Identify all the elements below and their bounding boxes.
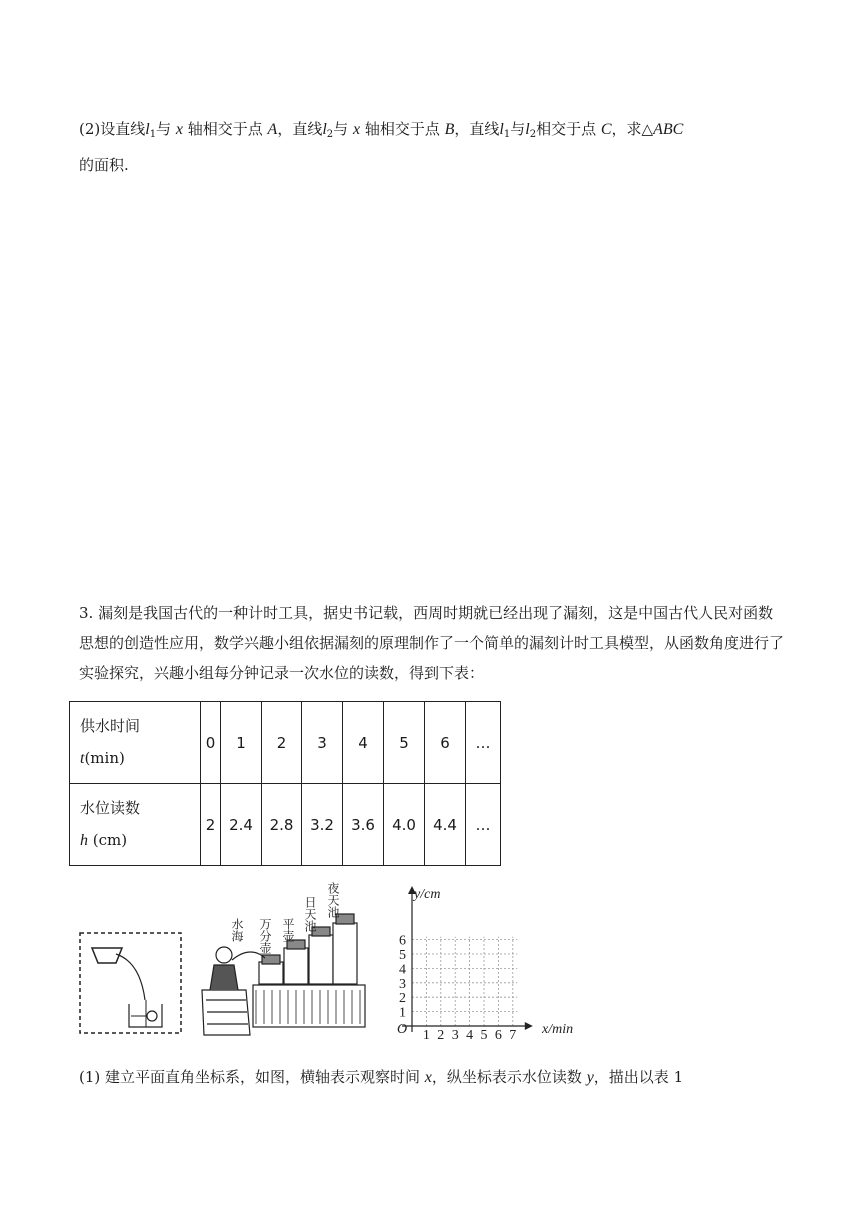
x-tick-label: 7 <box>509 1028 517 1043</box>
water-level-table <box>69 701 501 866</box>
question-3-part-1-text: (1) 建立平面直角坐标系，如图，横轴表示观察时间 x，纵坐标表示水位读数 y，描出以表 1 <box>79 1068 684 1086</box>
question-2-text: (2)设直线$l_1$与 x 轴相交于点 A，直线$l_2$与 x 轴相交于点 B，直线$l_1$与$l_2$相交于点 C，求△ABC 的面积. <box>79 120 684 174</box>
x-tick-label: 2 <box>437 1028 445 1043</box>
table-cell: 2.4 <box>221 784 262 866</box>
table-cell: 2.8 <box>262 784 302 866</box>
label-ritianchi: 日天池 <box>303 896 317 932</box>
table-cell: 4 <box>343 702 384 784</box>
label-wanfenhu: 万分壶 <box>258 918 272 954</box>
table-cell: 2 <box>262 702 302 784</box>
table-cell: 3.6 <box>343 784 384 866</box>
y-tick-label: 6 <box>399 933 406 949</box>
table-cell: 4.4 <box>425 784 466 866</box>
table-cell: … <box>466 702 501 784</box>
table-row-header: 供水时间 t(min) <box>70 702 201 784</box>
table-cell: 5 <box>384 702 425 784</box>
label-shuihai: 水海 <box>230 918 244 942</box>
y-tick-label: 1 <box>399 1005 406 1021</box>
table-row-header: 水位读数 h (cm) <box>70 784 201 866</box>
label-pinghu: 平壶 <box>281 918 295 942</box>
dashed-schematic <box>80 933 181 1033</box>
table-cell: 3 <box>302 702 343 784</box>
origin-label: O <box>397 1022 408 1037</box>
x-axis-label: x/min <box>542 1022 574 1037</box>
table-row <box>70 784 501 866</box>
x-tick-label: 6 <box>494 1028 502 1043</box>
table-cell: 0 <box>201 702 221 784</box>
x-tick-label: 1 <box>422 1028 430 1043</box>
x-tick-label: 3 <box>451 1028 459 1043</box>
y-tick-label: 3 <box>399 976 406 992</box>
x-tick-label: 4 <box>466 1028 474 1043</box>
y-axis-label: y/cm <box>414 887 441 902</box>
table-cell: 2 <box>201 784 221 866</box>
table-cell: 3.2 <box>302 784 343 866</box>
question-3-text: 3. 漏刻是我国古代的一种计时工具，据史书记载，西周时期就已经出现了漏刻，这是中国古代人民对函数思想的创造性应用，数学兴趣小组依据漏刻的原理制作了一个简单的漏刻计时工具模型，从函数角度进行了实验探究，兴趣小组每分钟记录一次水位的读数，得到下表： <box>79 604 785 682</box>
table-cell: … <box>466 784 501 866</box>
label-yetianchi: 夜天池 <box>326 882 340 918</box>
coordinate-grid <box>399 886 533 1043</box>
figures <box>0 880 860 1050</box>
table-cell: 1 <box>221 702 262 784</box>
table-row <box>70 702 501 784</box>
y-tick-label: 2 <box>399 991 406 1007</box>
y-tick-label: 5 <box>399 948 406 963</box>
table-cell: 4.0 <box>384 784 425 866</box>
y-tick-label: 4 <box>399 962 406 978</box>
table-cell: 6 <box>425 702 466 784</box>
x-tick-label: 5 <box>480 1028 488 1043</box>
axis-labels <box>397 887 573 1037</box>
x-axis-arrow <box>525 1022 533 1030</box>
